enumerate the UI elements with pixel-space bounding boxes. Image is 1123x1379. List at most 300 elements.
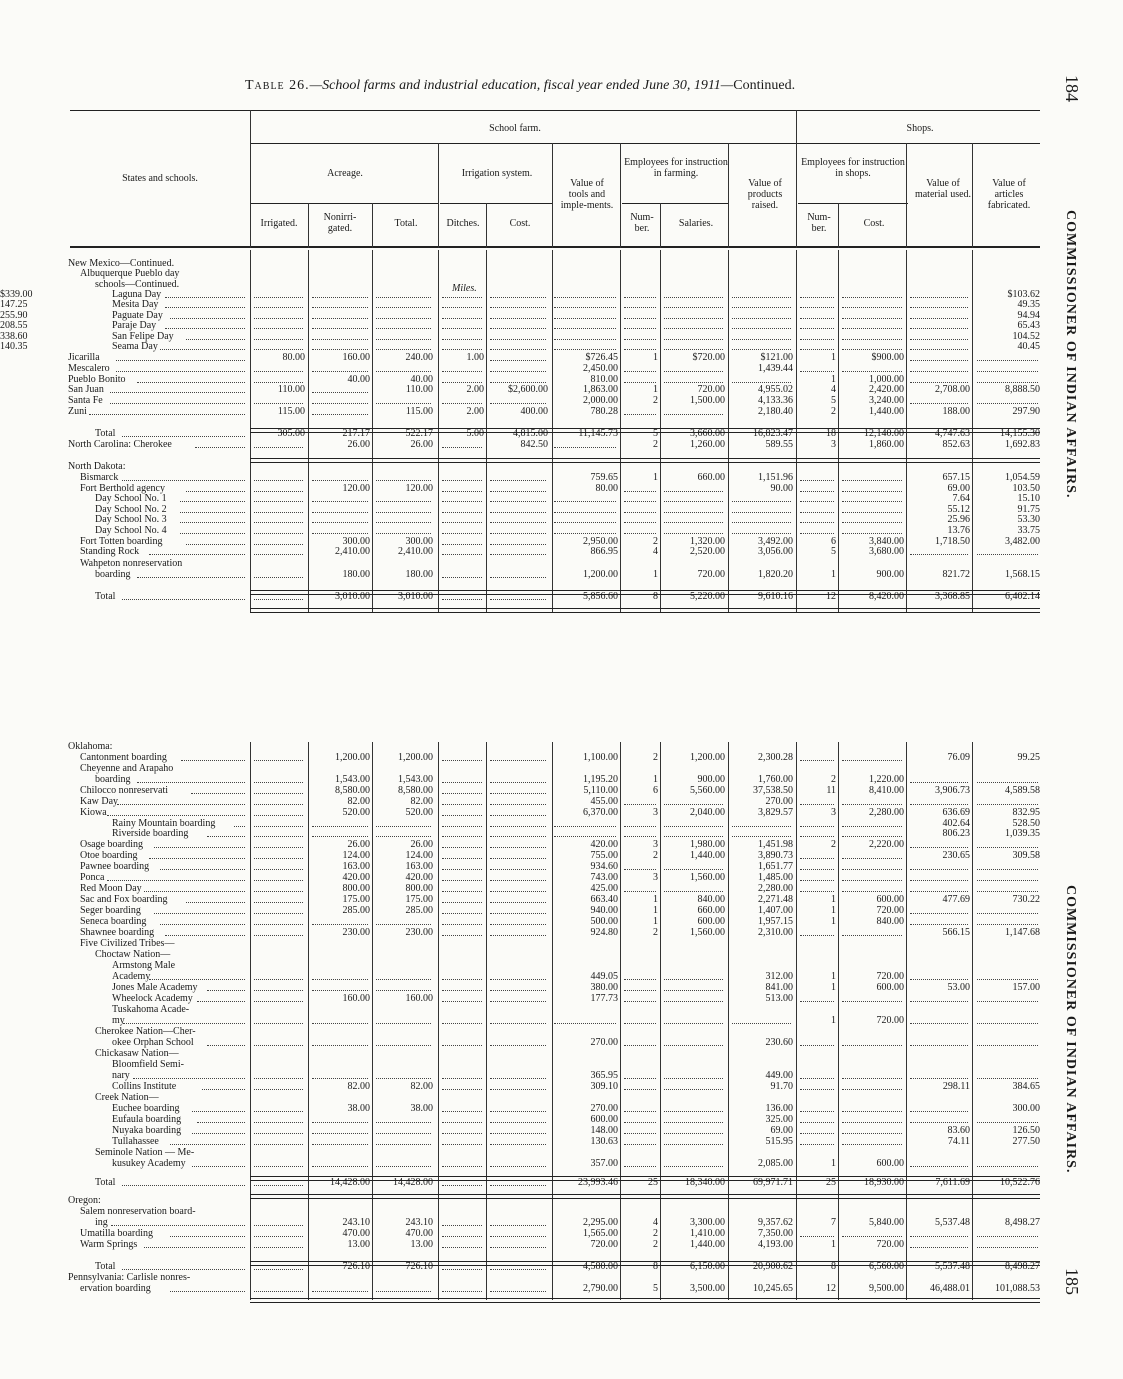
table-cell: 305.00 <box>277 428 305 439</box>
empty-cell-dots <box>254 598 303 600</box>
empty-cell-dots <box>490 923 546 925</box>
table-cell: 3,906.73 <box>935 785 970 796</box>
empty-cell-dots <box>624 413 656 415</box>
empty-cell-dots <box>254 1022 303 1024</box>
table-cell: 285.00 <box>342 905 370 916</box>
table-cell: 46,488.01 <box>930 1283 970 1294</box>
empty-cell-dots <box>490 912 546 914</box>
table-cell: 1,440.00 <box>690 850 725 861</box>
empty-cell-dots <box>664 327 723 329</box>
empty-cell-dots <box>554 338 616 340</box>
table-cell: 338.60 <box>0 331 28 342</box>
empty-cell-dots <box>554 500 616 502</box>
table-cell: 2 <box>653 536 658 547</box>
header-school-farm: School farm. <box>489 123 541 134</box>
row-label: North Dakota: <box>68 461 126 472</box>
empty-cell-dots <box>977 846 1038 848</box>
empty-cell-dots <box>254 543 303 545</box>
empty-cell-dots <box>376 978 431 980</box>
empty-cell-dots <box>664 890 723 892</box>
header-acreage: Acreage. <box>327 168 363 179</box>
empty-cell-dots <box>910 923 968 925</box>
empty-cell-dots <box>312 413 368 415</box>
empty-cell-dots <box>442 296 482 298</box>
row-label: Nuyaka boarding <box>112 1125 182 1136</box>
row-label: Day School No. 3 <box>95 514 167 525</box>
table-cell: 103.50 <box>1012 483 1040 494</box>
table-cell: 743.00 <box>590 872 618 883</box>
empty-cell-dots <box>624 1044 656 1046</box>
table-cell: 425.00 <box>590 883 618 894</box>
leader-dots <box>122 435 246 437</box>
empty-cell-dots <box>442 490 482 492</box>
empty-cell-dots <box>442 912 482 914</box>
table-cell: 3 <box>653 839 658 850</box>
empty-cell-dots <box>254 868 303 870</box>
empty-cell-dots <box>254 759 303 761</box>
empty-cell-dots <box>490 370 546 372</box>
empty-cell-dots <box>312 923 368 925</box>
empty-cell-dots <box>490 825 546 827</box>
table-cell: 600.00 <box>876 982 904 993</box>
empty-cell-dots <box>490 868 546 870</box>
table-cell: 40.45 <box>1017 341 1040 352</box>
table-cell: 2,420.00 <box>869 384 904 395</box>
table-cell: 15.10 <box>1017 493 1040 504</box>
empty-cell-dots <box>442 879 482 881</box>
row-label: Warm Springs <box>80 1239 138 1250</box>
empty-cell-dots <box>624 1110 656 1112</box>
empty-cell-dots <box>977 1246 1038 1248</box>
empty-cell-dots <box>254 381 303 383</box>
table-cell: 157.00 <box>1012 982 1040 993</box>
empty-cell-dots <box>554 306 616 308</box>
empty-cell-dots <box>376 1132 431 1134</box>
empty-cell-dots <box>442 317 482 319</box>
empty-cell-dots <box>910 1044 968 1046</box>
header-value-articles: Value of articles fabricated. <box>987 178 1031 211</box>
body-col-rule <box>972 742 973 1300</box>
empty-cell-dots <box>312 370 368 372</box>
table-cell: 3,660.00 <box>690 428 725 439</box>
table-cell: 65.43 <box>1017 320 1040 331</box>
empty-cell-dots <box>977 890 1038 892</box>
empty-cell-dots <box>376 370 431 372</box>
empty-cell-dots <box>490 792 546 794</box>
table-cell: 163.00 <box>405 861 433 872</box>
table-cell: $726.45 <box>585 352 618 363</box>
empty-cell-dots <box>254 500 303 502</box>
empty-cell-dots <box>842 348 902 350</box>
subgroup-rule-shops <box>798 203 908 204</box>
table-cell: 2,280.00 <box>758 883 793 894</box>
empty-cell-dots <box>442 923 482 925</box>
table-cell: 208.55 <box>0 320 28 331</box>
empty-cell-dots <box>442 781 482 783</box>
empty-cell-dots <box>254 901 303 903</box>
empty-cell-dots <box>442 759 482 761</box>
empty-cell-dots <box>442 553 482 555</box>
empty-cell-dots <box>800 511 834 513</box>
row-label: Day School No. 4 <box>95 525 167 536</box>
empty-cell-dots <box>442 532 482 534</box>
empty-cell-dots <box>254 479 303 481</box>
row-label: Laguna Day <box>112 289 162 300</box>
table-cell: 832.95 <box>1012 807 1040 818</box>
table-cell: 14,155.30 <box>1000 428 1040 439</box>
empty-cell-dots <box>442 792 482 794</box>
table-cell: 455.00 <box>590 796 618 807</box>
table-cell: 806.23 <box>942 828 970 839</box>
leader-dots <box>197 1121 245 1123</box>
empty-cell-dots <box>312 1290 368 1292</box>
row-label: Pawnee boarding <box>80 861 150 872</box>
empty-cell-dots <box>442 868 482 870</box>
empty-cell-dots <box>910 317 968 319</box>
empty-cell-dots <box>312 327 368 329</box>
empty-cell-dots <box>624 868 656 870</box>
header-col-rule <box>372 203 373 248</box>
empty-cell-dots <box>624 317 656 319</box>
empty-cell-dots <box>664 317 723 319</box>
empty-cell-dots <box>442 1224 482 1226</box>
table-cell: 1,485.00 <box>758 872 793 883</box>
table-cell: 515.95 <box>765 1136 793 1147</box>
empty-cell-dots <box>732 521 791 523</box>
empty-cell-dots <box>442 402 482 404</box>
empty-cell-dots <box>842 296 902 298</box>
table-cell: 230.00 <box>342 927 370 938</box>
empty-cell-dots <box>664 1022 723 1024</box>
empty-cell-dots <box>312 296 368 298</box>
table-cell: 660.00 <box>697 905 725 916</box>
table-cell: 1,260.00 <box>690 439 725 450</box>
table-cell: 470.00 <box>405 1228 433 1239</box>
table-cell: 9,357.62 <box>758 1217 793 1228</box>
empty-cell-dots <box>312 1143 368 1145</box>
empty-cell-dots <box>624 327 656 329</box>
empty-cell-dots <box>312 1044 368 1046</box>
leader-dots <box>192 1165 246 1167</box>
empty-cell-dots <box>490 835 546 837</box>
empty-cell-dots <box>254 846 303 848</box>
empty-cell-dots <box>624 500 656 502</box>
leader-dots <box>122 1268 246 1270</box>
empty-cell-dots <box>254 490 303 492</box>
table-cell: 99.25 <box>1017 752 1040 763</box>
empty-cell-dots <box>312 1132 368 1134</box>
row-label: Day School No. 2 <box>95 504 167 515</box>
empty-cell-dots <box>254 317 303 319</box>
empty-cell-dots <box>376 306 431 308</box>
empty-cell-dots <box>554 511 616 513</box>
leader-dots <box>122 1184 246 1186</box>
row-label: Wahpeton nonreservation <box>80 558 183 569</box>
empty-cell-dots <box>664 500 723 502</box>
empty-cell-dots <box>376 923 431 925</box>
table-cell: 120.00 <box>342 483 370 494</box>
table-cell: 1 <box>831 569 836 580</box>
empty-cell-dots <box>977 1022 1038 1024</box>
empty-cell-dots <box>800 825 834 827</box>
empty-cell-dots <box>977 923 1038 925</box>
empty-cell-dots <box>254 1268 303 1270</box>
empty-cell-dots <box>254 1224 303 1226</box>
table-cell: 2,040.00 <box>690 807 725 818</box>
header-employees-farming: Employees for instruction in farming. <box>624 157 728 179</box>
empty-cell-dots <box>624 1022 656 1024</box>
table-cell: 3,890.73 <box>758 850 793 861</box>
empty-cell-dots <box>977 1000 1038 1002</box>
leader-dots <box>180 511 245 513</box>
table-cell: 1,718.50 <box>935 536 970 547</box>
row-label: okee Orphan School <box>112 1037 194 1048</box>
table-cell: 8,410.00 <box>869 785 904 796</box>
empty-cell-dots <box>442 1235 482 1237</box>
empty-cell-dots <box>254 348 303 350</box>
empty-cell-dots <box>442 1121 482 1123</box>
table-cell: 175.00 <box>342 894 370 905</box>
table-cell: 1.00 <box>466 352 484 363</box>
empty-cell-dots <box>624 306 656 308</box>
table-cell: 1,440.00 <box>690 1239 725 1250</box>
empty-cell-dots <box>732 381 791 383</box>
side-header-bottom: COMMISSIONER OF INDIAN AFFAIRS. <box>1063 885 1078 1174</box>
table-cell: 298.11 <box>942 1081 970 1092</box>
table-cell: 5 <box>831 395 836 406</box>
empty-cell-dots <box>442 1077 482 1079</box>
empty-cell-dots <box>624 1077 656 1079</box>
header-shops: Shops. <box>906 123 934 134</box>
row-label: Fort Berthold agency <box>80 483 165 494</box>
leader-dots <box>149 857 245 859</box>
empty-cell-dots <box>376 500 431 502</box>
empty-cell-dots <box>842 338 902 340</box>
table-cell: 3 <box>831 807 836 818</box>
table-cell: 2,295.00 <box>583 1217 618 1228</box>
empty-cell-dots <box>842 500 902 502</box>
empty-cell-dots <box>490 879 546 881</box>
table-cell: 720.00 <box>590 1239 618 1250</box>
leader-dots <box>117 803 245 805</box>
empty-cell-dots <box>910 879 968 881</box>
leader-dots <box>89 413 245 415</box>
table-cell: 255.90 <box>0 310 28 321</box>
empty-cell-dots <box>554 825 616 827</box>
table-cell: 730.22 <box>1012 894 1040 905</box>
table-cell: 38.00 <box>347 1103 370 1114</box>
table-cell: 4,815.00 <box>513 428 548 439</box>
table-cell: 7.64 <box>952 493 970 504</box>
empty-cell-dots <box>442 511 482 513</box>
table-cell: 600.00 <box>876 894 904 905</box>
table-cell: 94.94 <box>1017 310 1040 321</box>
empty-cell-dots <box>800 1110 834 1112</box>
table-cell: 1,543.00 <box>398 774 433 785</box>
header-bottom-rule <box>70 246 1040 248</box>
leader-dots <box>207 989 245 991</box>
table-cell: 5.00 <box>466 428 484 439</box>
empty-cell-dots <box>254 306 303 308</box>
leader-dots <box>170 1143 245 1145</box>
row-label: schools—Continued. <box>95 279 180 290</box>
table-cell: 2,410.00 <box>335 546 370 557</box>
empty-cell-dots <box>624 532 656 534</box>
empty-cell-dots <box>442 500 482 502</box>
empty-cell-dots <box>800 879 834 881</box>
empty-cell-dots <box>842 759 902 761</box>
empty-cell-dots <box>490 296 546 298</box>
empty-cell-dots <box>490 1184 546 1186</box>
table-cell: 7 <box>831 1217 836 1228</box>
body-col-rule <box>796 742 797 1300</box>
empty-cell-dots <box>800 1077 834 1079</box>
table-cell: 470.00 <box>342 1228 370 1239</box>
leader-dots <box>122 598 246 600</box>
empty-cell-dots <box>312 1077 368 1079</box>
header-shop-number: Num-ber. <box>807 212 831 234</box>
empty-cell-dots <box>376 1290 431 1292</box>
table-cell: 8 <box>653 1261 658 1272</box>
empty-cell-dots <box>442 348 482 350</box>
table-cell: 365.95 <box>590 1070 618 1081</box>
table-cell: 4,955.02 <box>758 384 793 395</box>
table-cell: 2,280.00 <box>869 807 904 818</box>
table-cell: 1,863.00 <box>583 384 618 395</box>
empty-cell-dots <box>442 857 482 859</box>
leader-dots <box>154 912 245 914</box>
table-cell: 5 <box>831 546 836 557</box>
table-cell: 842.50 <box>520 439 548 450</box>
empty-cell-dots <box>842 857 902 859</box>
table-cell: 309.58 <box>1012 850 1040 861</box>
table-cell: 900.00 <box>697 774 725 785</box>
empty-cell-dots <box>732 338 791 340</box>
row-label: Cherokee Nation—Cher- <box>95 1026 196 1037</box>
empty-cell-dots <box>977 803 1038 805</box>
empty-cell-dots <box>254 912 303 914</box>
row-label: Shawnee boarding <box>80 927 155 938</box>
empty-cell-dots <box>732 532 791 534</box>
table-cell: 513.00 <box>765 993 793 1004</box>
table-cell: $121.00 <box>760 352 793 363</box>
empty-cell-dots <box>664 1121 723 1123</box>
section-rule <box>250 1194 1040 1199</box>
empty-cell-dots <box>800 890 834 892</box>
empty-cell-dots <box>490 1077 546 1079</box>
empty-cell-dots <box>842 490 902 492</box>
leader-dots <box>186 338 245 340</box>
table-cell: 110.00 <box>405 384 433 395</box>
table-cell: 3,010.00 <box>335 591 370 602</box>
table-cell: $2,600.00 <box>508 384 548 395</box>
table-cell: 80.00 <box>282 352 305 363</box>
table-cell: 1,560.00 <box>690 872 725 883</box>
leader-dots <box>160 923 246 925</box>
empty-cell-dots <box>376 296 431 298</box>
table-cell: 726.10 <box>342 1261 370 1272</box>
empty-cell-dots <box>554 446 616 448</box>
table-cell: 934.60 <box>590 861 618 872</box>
empty-cell-dots <box>664 511 723 513</box>
empty-cell-dots <box>490 532 546 534</box>
table-cell: 26.00 <box>347 839 370 850</box>
table-cell: 1 <box>831 982 836 993</box>
empty-cell-dots <box>624 835 656 837</box>
leader-dots <box>123 1022 245 1024</box>
empty-cell-dots <box>554 532 616 534</box>
leader-dots <box>207 1044 245 1046</box>
row-label: Total <box>95 428 116 439</box>
empty-cell-dots <box>254 835 303 837</box>
table-cell: 1,000.00 <box>869 374 904 385</box>
empty-cell-dots <box>664 490 723 492</box>
row-label: Total <box>95 1177 116 1188</box>
header-col-rule <box>972 143 973 248</box>
empty-cell-dots <box>554 521 616 523</box>
empty-cell-dots <box>490 338 546 340</box>
table-cell: 1 <box>831 352 836 363</box>
table-cell: 1,860.00 <box>869 439 904 450</box>
empty-cell-dots <box>624 989 656 991</box>
table-cell: 384.65 <box>1012 1081 1040 1092</box>
table-cell: 1 <box>653 916 658 927</box>
leader-dots <box>144 890 245 892</box>
miles-unit-label: Miles. <box>452 283 477 294</box>
empty-cell-dots <box>442 989 482 991</box>
table-cell: 3,500.00 <box>690 1283 725 1294</box>
empty-cell-dots <box>376 479 431 481</box>
leader-dots <box>165 327 245 329</box>
empty-cell-dots <box>490 1235 546 1237</box>
table-cell: 240.00 <box>405 352 433 363</box>
row-label: Armstong Male <box>112 960 176 971</box>
empty-cell-dots <box>490 1246 546 1248</box>
table-cell: 69.00 <box>947 483 970 494</box>
empty-cell-dots <box>842 879 902 881</box>
empty-cell-dots <box>490 306 546 308</box>
table-cell: 2 <box>653 752 658 763</box>
subgroup-rule-acreage <box>250 203 438 204</box>
empty-cell-dots <box>376 317 431 319</box>
table-cell: 4,589.58 <box>1005 785 1040 796</box>
empty-cell-dots <box>312 338 368 340</box>
row-label: Bloomfield Semi- <box>112 1059 184 1070</box>
table-cell: 25 <box>648 1177 658 1188</box>
table-cell: 866.95 <box>590 546 618 557</box>
empty-cell-dots <box>312 532 368 534</box>
empty-cell-dots <box>977 402 1038 404</box>
empty-cell-dots <box>800 370 834 372</box>
table-cell: 8,580.00 <box>398 785 433 796</box>
table-cell: 1,451.98 <box>758 839 793 850</box>
leader-dots <box>116 359 245 361</box>
empty-cell-dots <box>800 1121 834 1123</box>
table-cell: 25.96 <box>947 514 970 525</box>
table-cell: 175.00 <box>405 894 433 905</box>
empty-cell-dots <box>910 978 968 980</box>
table-cell: 2,450.00 <box>583 363 618 374</box>
table-cell: 9,610.16 <box>758 591 793 602</box>
table-cell: 300.00 <box>1012 1103 1040 1114</box>
table-cell: 1 <box>653 569 658 580</box>
table-cell: 160.00 <box>342 993 370 1004</box>
empty-cell-dots <box>442 1246 482 1248</box>
header-value-tools: Value of tools and imple-ments. <box>560 178 614 211</box>
row-label: Seminole Nation — Me- <box>95 1147 195 1158</box>
row-label: Creek Nation— <box>95 1092 159 1103</box>
table-cell: 230.60 <box>765 1037 793 1048</box>
